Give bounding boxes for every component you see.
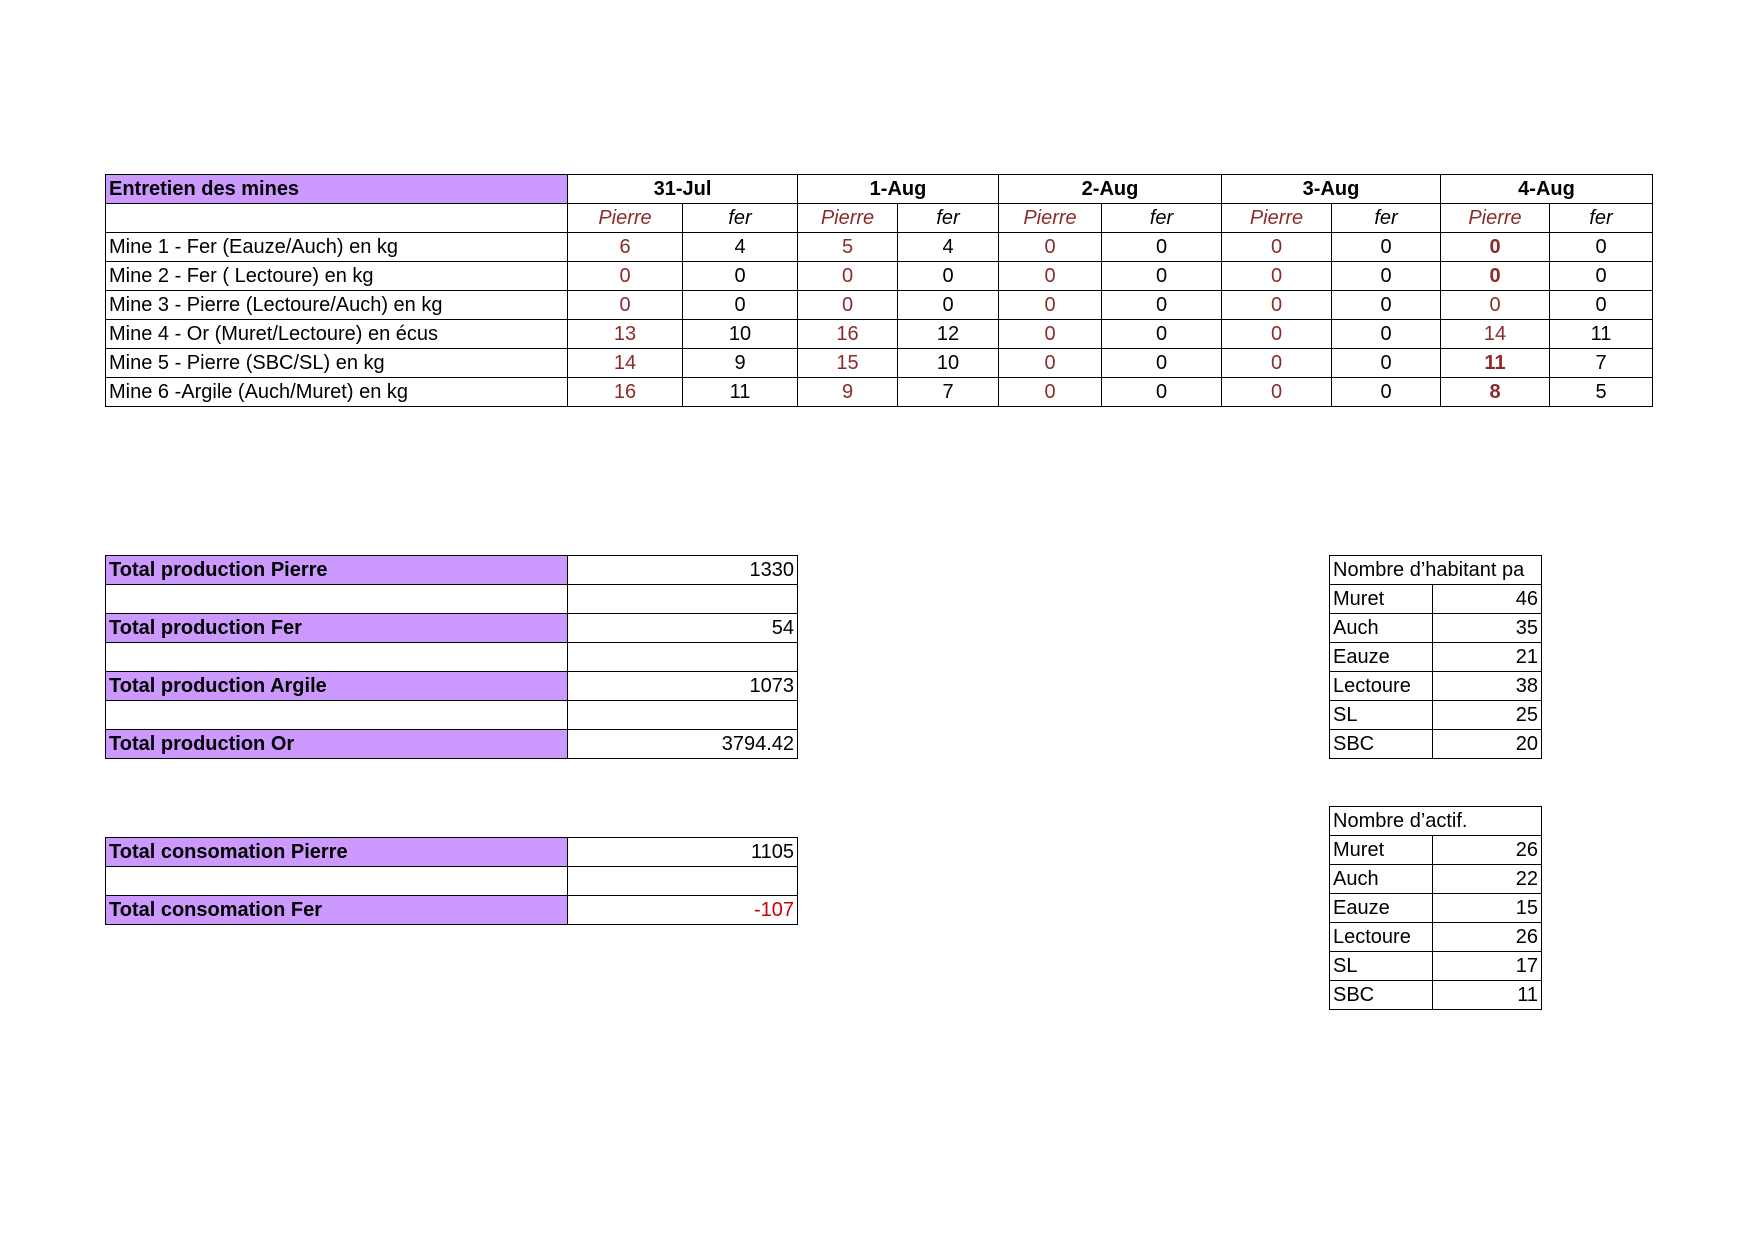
pierre-cell[interactable]: 9 — [798, 378, 898, 407]
fer-cell[interactable]: 0 — [1550, 291, 1653, 320]
town-name[interactable]: Eauze — [1330, 894, 1433, 923]
pierre-cell[interactable]: 16 — [568, 378, 683, 407]
town-name[interactable]: Muret — [1330, 585, 1433, 614]
pierre-cell[interactable]: 0 — [999, 378, 1102, 407]
fer-cell[interactable]: 0 — [1102, 291, 1222, 320]
fer-cell[interactable]: 0 — [898, 291, 999, 320]
town-value[interactable]: 26 — [1433, 836, 1542, 865]
pierre-cell[interactable]: 0 — [1222, 233, 1332, 262]
total-or-value[interactable]: 3794.42 — [568, 730, 798, 759]
pierre-cell[interactable]: 0 — [568, 291, 683, 320]
actifs-table — [1329, 806, 1542, 1010]
fer-cell[interactable]: 0 — [1550, 262, 1653, 291]
consumption-fer-value[interactable]: -107 — [568, 896, 798, 925]
fer-subheader[interactable]: fer — [1102, 204, 1222, 233]
town-row — [1330, 981, 1542, 1010]
fer-subheader[interactable]: fer — [1550, 204, 1653, 233]
town-row — [1330, 643, 1542, 672]
fer-cell[interactable]: 0 — [683, 262, 798, 291]
total-or-label[interactable]: Total production Or — [106, 730, 568, 759]
fer-cell[interactable]: 7 — [898, 378, 999, 407]
total-row — [106, 672, 798, 701]
mines-table — [105, 174, 1653, 407]
fer-cell[interactable]: 0 — [1332, 262, 1441, 291]
town-name[interactable]: Muret — [1330, 836, 1433, 865]
town-value[interactable]: 21 — [1433, 643, 1542, 672]
town-row — [1330, 865, 1542, 894]
pierre-cell[interactable]: 0 — [1441, 233, 1550, 262]
pierre-cell[interactable]: 0 — [798, 262, 898, 291]
town-value[interactable]: 46 — [1433, 585, 1542, 614]
empty-cell[interactable] — [568, 585, 798, 614]
total-fer-label[interactable]: Total production Fer — [106, 614, 568, 643]
town-value[interactable]: 20 — [1433, 730, 1542, 759]
town-value[interactable]: 11 — [1433, 981, 1542, 1010]
fer-cell[interactable]: 7 — [1550, 349, 1653, 378]
pierre-cell[interactable]: 8 — [1441, 378, 1550, 407]
fer-cell[interactable]: 0 — [1332, 320, 1441, 349]
consumption-pierre-value[interactable]: 1105 — [568, 838, 798, 867]
pierre-cell[interactable]: 0 — [1441, 291, 1550, 320]
fer-cell[interactable]: 0 — [1332, 378, 1441, 407]
town-value[interactable]: 15 — [1433, 894, 1542, 923]
mine-label[interactable]: Mine 6 -Argile (Auch/Muret) en kg — [106, 378, 568, 407]
fer-cell[interactable]: 0 — [1102, 378, 1222, 407]
town-value[interactable]: 26 — [1433, 923, 1542, 952]
fer-cell[interactable]: 0 — [1550, 233, 1653, 262]
fer-cell[interactable]: 0 — [1332, 349, 1441, 378]
mine-label[interactable]: Mine 1 - Fer (Eauze/Auch) en kg — [106, 233, 568, 262]
pierre-cell[interactable]: 14 — [1441, 320, 1550, 349]
date-header[interactable]: 1-Aug — [798, 175, 999, 204]
total-argile-value[interactable]: 1073 — [568, 672, 798, 701]
fer-cell[interactable]: 10 — [683, 320, 798, 349]
mine-label[interactable]: Mine 4 - Or (Muret/Lectoure) en écus — [106, 320, 568, 349]
spacer-row — [106, 867, 798, 896]
spacer-row — [106, 643, 798, 672]
mine-label[interactable]: Mine 5 - Pierre (SBC/SL) en kg — [106, 349, 568, 378]
pierre-subheader[interactable]: Pierre — [999, 204, 1102, 233]
mine-row — [106, 349, 1653, 378]
empty-cell[interactable] — [106, 643, 568, 672]
total-row — [106, 556, 798, 585]
fer-subheader[interactable]: fer — [1332, 204, 1441, 233]
pierre-cell[interactable]: 0 — [798, 291, 898, 320]
empty-cell[interactable] — [568, 701, 798, 730]
fer-cell[interactable]: 10 — [898, 349, 999, 378]
title-row — [1330, 807, 1542, 836]
town-name[interactable]: Auch — [1330, 865, 1433, 894]
total-argile-label[interactable]: Total production Argile — [106, 672, 568, 701]
pierre-cell[interactable]: 0 — [999, 320, 1102, 349]
pierre-cell[interactable]: 0 — [1222, 378, 1332, 407]
mine-row — [106, 320, 1653, 349]
town-name[interactable]: Auch — [1330, 614, 1433, 643]
town-row — [1330, 894, 1542, 923]
fer-cell[interactable]: 0 — [1332, 291, 1441, 320]
habitants-table — [1329, 555, 1542, 759]
pierre-cell[interactable]: 0 — [1222, 320, 1332, 349]
town-row — [1330, 672, 1542, 701]
town-row — [1330, 836, 1542, 865]
town-name[interactable]: SL — [1330, 701, 1433, 730]
subheader-row — [106, 204, 1653, 233]
empty-cell[interactable] — [568, 867, 798, 896]
town-row — [1330, 614, 1542, 643]
mine-row — [106, 262, 1653, 291]
pierre-cell[interactable]: 13 — [568, 320, 683, 349]
mine-label[interactable]: Mine 3 - Pierre (Lectoure/Auch) en kg — [106, 291, 568, 320]
town-name[interactable]: SBC — [1330, 981, 1433, 1010]
town-value[interactable]: 25 — [1433, 701, 1542, 730]
pierre-cell[interactable]: 0 — [1222, 262, 1332, 291]
fer-cell[interactable]: 11 — [1550, 320, 1653, 349]
date-header[interactable]: 31-Jul — [568, 175, 798, 204]
pierre-cell[interactable]: 0 — [568, 262, 683, 291]
fer-cell[interactable]: 0 — [683, 291, 798, 320]
total-row — [106, 838, 798, 867]
header-row — [106, 175, 1653, 204]
date-header[interactable]: 2-Aug — [999, 175, 1222, 204]
pierre-cell[interactable]: 0 — [1222, 349, 1332, 378]
mine-row — [106, 378, 1653, 407]
fer-cell[interactable]: 12 — [898, 320, 999, 349]
empty-cell[interactable] — [106, 867, 568, 896]
total-fer-value[interactable]: 54 — [568, 614, 798, 643]
town-row — [1330, 701, 1542, 730]
pierre-cell[interactable]: 14 — [568, 349, 683, 378]
fer-cell[interactable]: 0 — [898, 262, 999, 291]
pierre-cell[interactable]: 5 — [798, 233, 898, 262]
town-name[interactable]: Eauze — [1330, 643, 1433, 672]
town-name[interactable]: Lectoure — [1330, 923, 1433, 952]
pierre-subheader[interactable]: Pierre — [568, 204, 683, 233]
consumption-fer-label[interactable]: Total consomation Fer — [106, 896, 568, 925]
town-row — [1330, 585, 1542, 614]
empty-cell[interactable] — [106, 204, 568, 233]
fer-cell[interactable]: 9 — [683, 349, 798, 378]
pierre-cell[interactable]: 15 — [798, 349, 898, 378]
town-value[interactable]: 22 — [1433, 865, 1542, 894]
date-header[interactable]: 4-Aug — [1441, 175, 1653, 204]
fer-cell[interactable]: 11 — [683, 378, 798, 407]
total-pierre-value[interactable]: 1330 — [568, 556, 798, 585]
pierre-subheader[interactable]: Pierre — [1441, 204, 1550, 233]
empty-cell[interactable] — [568, 643, 798, 672]
fer-cell[interactable]: 4 — [683, 233, 798, 262]
empty-cell[interactable] — [106, 585, 568, 614]
pierre-cell[interactable]: 11 — [1441, 349, 1550, 378]
total-row — [106, 896, 798, 925]
pierre-cell[interactable]: 0 — [1222, 291, 1332, 320]
pierre-cell[interactable]: 6 — [568, 233, 683, 262]
fer-subheader[interactable]: fer — [683, 204, 798, 233]
town-name[interactable]: Lectoure — [1330, 672, 1433, 701]
mine-label[interactable]: Mine 2 - Fer ( Lectoure) en kg — [106, 262, 568, 291]
spacer-row — [106, 585, 798, 614]
mine-row — [106, 233, 1653, 262]
total-row — [106, 730, 798, 759]
fer-cell[interactable]: 5 — [1550, 378, 1653, 407]
town-name[interactable]: SBC — [1330, 730, 1433, 759]
town-value[interactable]: 38 — [1433, 672, 1542, 701]
pierre-cell[interactable]: 0 — [999, 262, 1102, 291]
town-name[interactable]: SL — [1330, 952, 1433, 981]
pierre-subheader[interactable]: Pierre — [1222, 204, 1332, 233]
production-totals-table — [105, 555, 798, 759]
spacer-row — [106, 701, 798, 730]
fer-cell[interactable]: 4 — [898, 233, 999, 262]
town-value[interactable]: 17 — [1433, 952, 1542, 981]
total-row — [106, 614, 798, 643]
pierre-cell[interactable]: 16 — [798, 320, 898, 349]
consumption-totals-table — [105, 837, 798, 925]
date-header[interactable]: 3-Aug — [1222, 175, 1441, 204]
pierre-cell[interactable]: 0 — [999, 291, 1102, 320]
fer-subheader[interactable]: fer — [898, 204, 999, 233]
consumption-pierre-label[interactable]: Total consomation Pierre — [106, 838, 568, 867]
title-row — [1330, 556, 1542, 585]
fer-cell[interactable]: 0 — [1102, 349, 1222, 378]
mines-title[interactable]: Entretien des mines — [106, 175, 568, 204]
pierre-subheader[interactable]: Pierre — [798, 204, 898, 233]
town-value[interactable]: 35 — [1433, 614, 1542, 643]
town-row — [1330, 923, 1542, 952]
fer-cell[interactable]: 0 — [1102, 320, 1222, 349]
mine-row — [106, 291, 1653, 320]
fer-cell[interactable]: 0 — [1102, 233, 1222, 262]
habitants-title[interactable]: Nombre d’habitant pa — [1330, 556, 1542, 585]
actifs-title[interactable]: Nombre d’actif. — [1330, 807, 1542, 836]
town-row — [1330, 730, 1542, 759]
pierre-cell[interactable]: 0 — [999, 349, 1102, 378]
pierre-cell[interactable]: 0 — [1441, 262, 1550, 291]
pierre-cell[interactable]: 0 — [999, 233, 1102, 262]
fer-cell[interactable]: 0 — [1102, 262, 1222, 291]
total-pierre-label[interactable]: Total production Pierre — [106, 556, 568, 585]
town-row — [1330, 952, 1542, 981]
empty-cell[interactable] — [106, 701, 568, 730]
fer-cell[interactable]: 0 — [1332, 233, 1441, 262]
